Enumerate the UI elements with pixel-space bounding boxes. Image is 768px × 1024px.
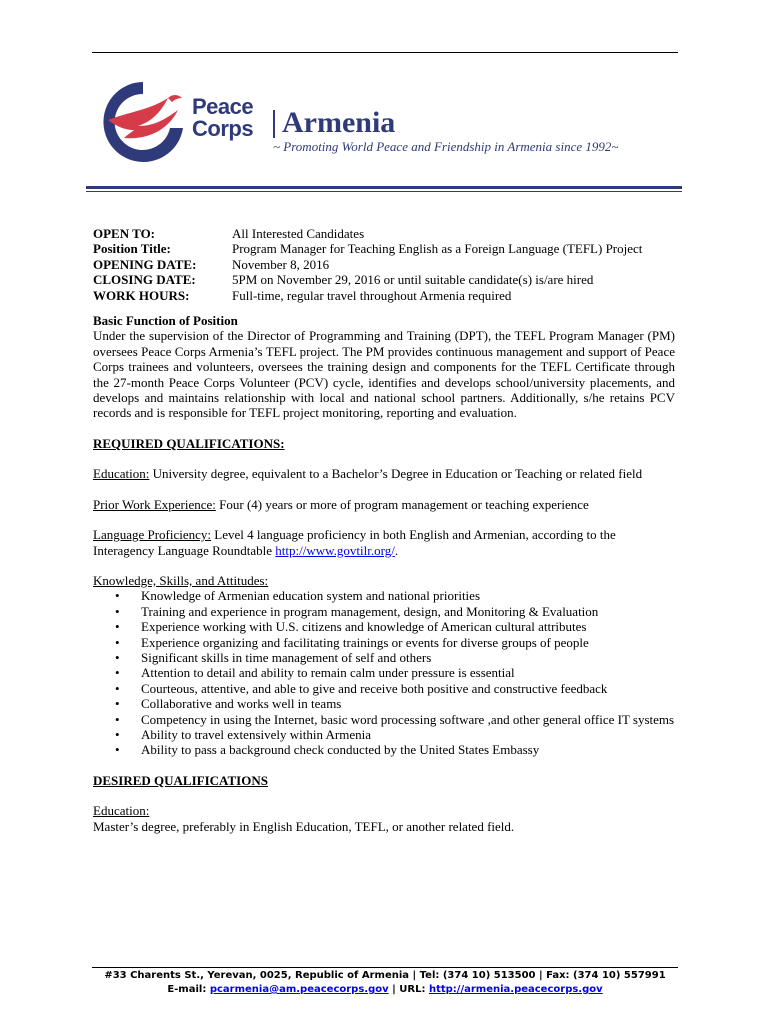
- peace-corps-dove-logo: [98, 80, 188, 164]
- desired-education-label: Education:: [93, 803, 150, 819]
- basic-function-heading: Basic Function of Position: [93, 313, 238, 329]
- required-education: [93, 466, 675, 481]
- meta-label: CLOSING DATE:: [93, 272, 196, 288]
- required-work-experience: [93, 497, 675, 512]
- website-link[interactable]: http://armenia.peacecorps.gov: [428, 984, 603, 995]
- required-language: [93, 527, 675, 558]
- meta-row-work-hours: [93, 288, 642, 303]
- country-title: Armenia: [282, 106, 396, 139]
- top-rule: [92, 52, 678, 53]
- meta-value: 5PM on November 29, 2016 or until suitable candidate(s) is/are hired: [232, 272, 594, 288]
- url-label: | URL:: [388, 984, 429, 995]
- desired-qualifications-heading: DESIRED QUALIFICATIONS: [93, 772, 268, 788]
- education-text: University degree, equivalent to a Bachelor’s Degree in Education or Teaching or related field: [149, 466, 643, 482]
- basic-function-text: Under the supervision of the Director of Programming and Training (DPT), the TEFL Program Manager (PM) oversees Peace Corps Armenia’s TEFL project. The PM provides continuous management and support of Peace Corps trainees and volunteers, oversees the training design and components for the TEFL Certificate through the 27-month Peace Corps Volunteer (PCV) cycle, identifies and develops school/university placements, and develops and maintains relationship with local and national school partners. Additionally, s/he retains PCV records and is responsible for TEFL project monitoring, reporting and evaluation.: [93, 328, 675, 421]
- brand-wordmark: [192, 96, 253, 140]
- position-meta-table: [93, 226, 642, 303]
- footer-contact: [92, 983, 678, 997]
- list-item: • Experience working with U.S. citizens and knowledge of American cultural attributes: [141, 619, 675, 634]
- brand-line-peace: Peace: [192, 94, 254, 119]
- meta-row-opening-date: [93, 257, 642, 272]
- list-item: • Attention to detail and ability to remain calm under pressure is essential: [141, 665, 675, 680]
- footer-address: #33 Charents St., Yerevan, 0025, Republic of Armenia | Tel: (374 10) 513500 | Fax: (374 10) 557991: [104, 970, 666, 981]
- footer: [92, 969, 678, 997]
- meta-label: OPENING DATE:: [93, 256, 197, 272]
- list-item: • Knowledge of Armenian education system and national priorities: [141, 588, 675, 603]
- list-item: • Ability to pass a background check conducted by the United States Embassy: [141, 742, 675, 757]
- language-label: Language Proficiency:: [93, 527, 212, 543]
- work-experience-text: Four (4) years or more of program management or teaching experience: [215, 496, 589, 512]
- meta-row-open-to: [93, 226, 642, 241]
- language-text: Level 4 language proficiency in both English and Armenian, according to the Interagency Language Roundtable: [93, 527, 616, 558]
- meta-label: Position Title:: [93, 241, 171, 257]
- govtilr-link[interactable]: http://www.govtilr.org/: [275, 542, 395, 558]
- tagline: ~ Promoting World Peace and Friendship in Armenia since 1992~: [273, 139, 619, 154]
- meta-row-closing-date: [93, 272, 642, 287]
- meta-value: November 8, 2016: [232, 256, 330, 272]
- required-qualifications-heading: REQUIRED QUALIFICATIONS:: [93, 435, 285, 451]
- list-item: • Training and experience in program management, design, and Monitoring & Evaluation: [141, 604, 675, 619]
- brand-line-corps: Corps: [192, 116, 254, 141]
- meta-label: OPEN TO:: [93, 226, 156, 241]
- email-link[interactable]: pcarmenia@am.peacecorps.gov: [209, 984, 389, 995]
- email-label: E-mail:: [167, 984, 210, 995]
- list-item: • Competency in using the Internet, basic word processing software ,and other general office IT systems: [141, 712, 675, 727]
- header-rule-thick: [86, 186, 682, 189]
- meta-row-position-title: [93, 241, 642, 256]
- meta-value: Program Manager for Teaching English as a Foreign Language (TEFL) Project: [232, 241, 643, 257]
- meta-value: Full-time, regular travel throughout Armenia required: [232, 287, 512, 303]
- document-body: [93, 226, 675, 834]
- header-rule-thin: [86, 191, 682, 192]
- meta-value: All Interested Candidates: [232, 226, 365, 241]
- education-label: Education:: [93, 466, 150, 482]
- ksa-label: Knowledge, Skills, and Attitudes:: [93, 572, 269, 588]
- list-item: • Significant skills in time management of self and others: [141, 650, 675, 665]
- list-item: • Courteous, attentive, and able to give and receive both positive and constructive feedback: [141, 681, 675, 696]
- meta-label: WORK HOURS:: [93, 287, 190, 303]
- work-experience-label: Prior Work Experience:: [93, 496, 216, 512]
- footer-rule: [92, 967, 678, 968]
- list-item: • Experience organizing and facilitating trainings or events for diverse groups of people: [141, 635, 675, 650]
- ksa-list: [93, 588, 675, 757]
- language-end: .: [394, 542, 399, 558]
- list-item: • Collaborative and works well in teams: [141, 696, 675, 711]
- brand-separator: [273, 110, 275, 138]
- list-item: • Ability to travel extensively within Armenia: [141, 727, 675, 742]
- desired-education-text: Master’s degree, preferably in English Education, TEFL, or another related field.: [93, 818, 515, 834]
